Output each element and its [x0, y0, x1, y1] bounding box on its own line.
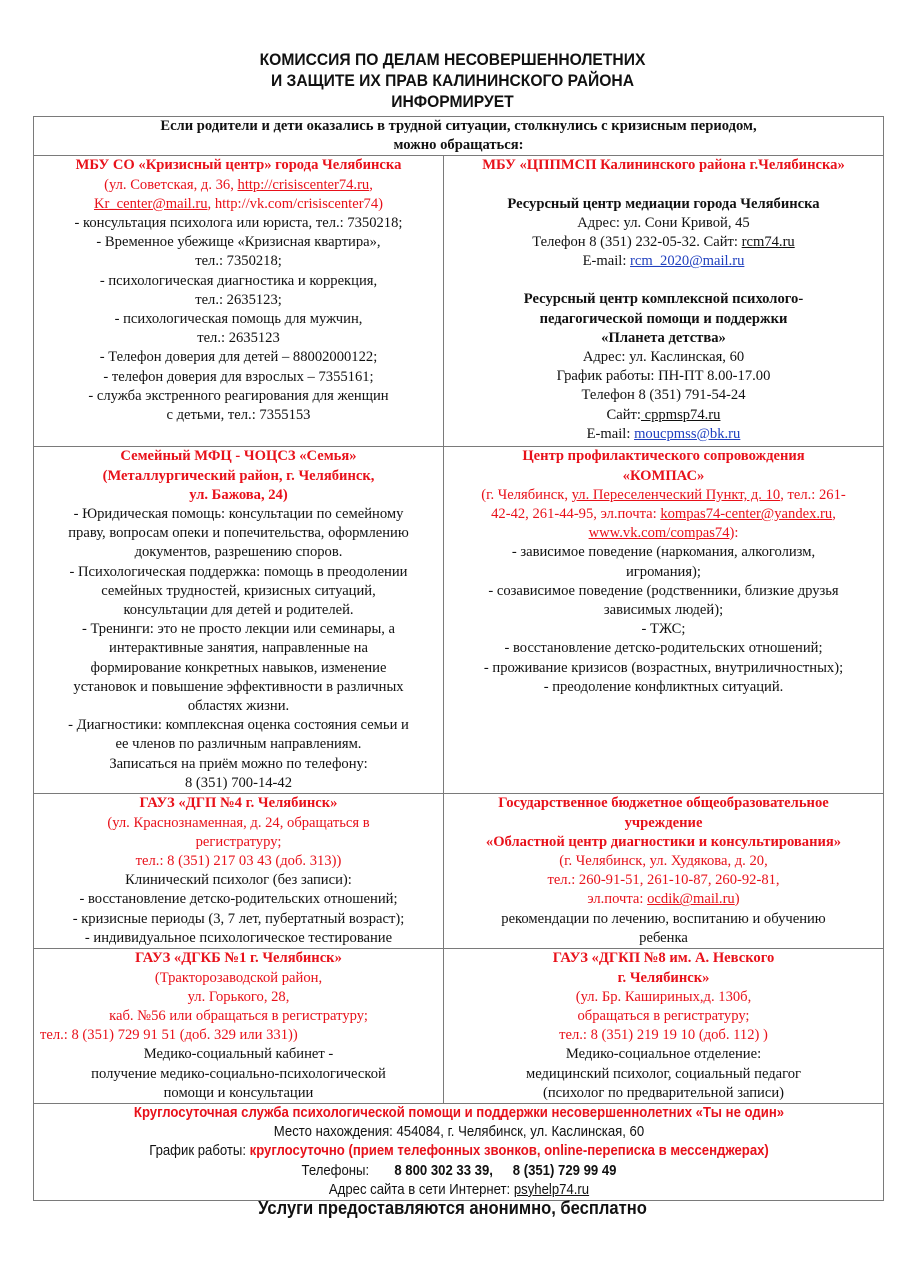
table-row — [34, 447, 884, 794]
subunit-title: Ресурсный центр медиации города Челябинска — [507, 195, 820, 212]
phones-line — [78, 1162, 839, 1181]
site-label: Сайт: — [606, 406, 641, 423]
service-line: - консультация психолога или юриста, тел.: 7350218; — [74, 215, 403, 232]
org-contacts — [446, 505, 881, 524]
service-line: Записаться на приём можно по телефону: — [109, 755, 368, 772]
contact-line: (ул. Краснознаменная, д. 24, обращаться в — [107, 814, 370, 831]
table-row — [34, 949, 884, 1104]
crisis-center-cell — [34, 156, 444, 447]
service-line: - психологическая помощь для мужчин, — [114, 311, 363, 328]
service-line: медицинский психолог, социальный педагог — [525, 1065, 802, 1082]
site-line — [446, 406, 881, 425]
table-row — [34, 794, 884, 949]
address-text: Адрес: ул. Сони Кривой, 45 — [577, 214, 750, 231]
service-line: консультации для детей и родителей. — [123, 602, 354, 619]
org-contacts — [36, 195, 441, 214]
address-link[interactable]: ул. Переселенческий Пункт, д. 10 — [571, 486, 781, 503]
dgkb1-cell — [34, 949, 444, 1104]
contact-line: тел.: 260-91-51, 261-10-87, 260-92-81, — [547, 872, 780, 889]
service-line: - Временное убежище «Кризисная квартира», — [96, 234, 381, 251]
service-line: помощи и консультации — [163, 1084, 314, 1101]
intro-cell — [34, 117, 884, 156]
separator: ): — [729, 525, 739, 542]
service-line: получение медико-социально-психологической — [91, 1065, 386, 1082]
service-line: - служба экстренного реагирования для женщин — [88, 387, 389, 404]
subunit-title: Ресурсный центр комплексной психолого- — [523, 291, 804, 308]
email-label: эл.почта: — [587, 891, 648, 908]
email-label: E-mail: — [582, 253, 631, 270]
contact-line: (г. Челябинск, ул. Худякова, д. 20, — [559, 853, 768, 870]
service-line: - Тренинги: это не просто лекции или семинары, а — [81, 621, 396, 638]
subunit-title: «Планета детства» — [601, 329, 726, 346]
service-line: семейных трудностей, кризисных ситуаций, — [101, 582, 376, 599]
service-line: - проживание кризисов (возрастных, внутриличностных); — [483, 659, 844, 676]
ocdik-cell — [444, 794, 884, 949]
org-contacts — [446, 524, 881, 543]
intro-row — [34, 117, 884, 156]
service-line: интерактивные занятия, направленные на — [109, 640, 368, 657]
intro-line: Если родители и дети оказались в трудной ситуации, столкнулись с кризисным периодом, — [160, 118, 757, 134]
service-line: тел.: 2635123; — [195, 291, 282, 308]
org-name: МБУ «ЦППМСП Калининского района г.Челябинска» — [482, 157, 845, 174]
title-line: КОМИССИЯ ПО ДЕЛАМ НЕСОВЕРШЕННОЛЕТНИХ — [259, 50, 646, 69]
bottom-note: Услуги предоставляются анонимно, бесплатно — [258, 1198, 647, 1218]
org-name: Круглосуточная служба психологической помощи и поддержки несовершеннолетних «Ты не один» — [133, 1105, 784, 1122]
org-name: Государственное бюджетное общеобразовательное — [498, 795, 829, 812]
service-line: Медико-социальный кабинет - — [143, 1046, 334, 1063]
org-name: Семейный МФЦ - ЧОЦСЗ «Семья» — [120, 448, 357, 465]
phone-text: Телефон 8 (351) 232-05-32. Сайт: — [532, 234, 742, 251]
service-line: 8 (351) 700-14-42 — [184, 774, 292, 791]
service-line: - Психологическая поддержка: помощь в преодолении — [69, 563, 408, 580]
service-line: игромания); — [626, 563, 701, 580]
contact-line: тел.: 8 (351) 729 91 51 (доб. 329 или 331)) — [40, 1027, 298, 1044]
service-line: - созависимое поведение (родственники, близкие друзья — [488, 582, 839, 599]
org-name: ГАУЗ «ДГП №4 г. Челябинск» — [139, 795, 338, 812]
service-line: рекомендации по лечению, воспитанию и обучению — [501, 910, 826, 927]
email-link[interactable]: Kr_center@mail.ru — [93, 195, 208, 212]
schedule-text: График работы: ПН-ПТ 8.00-17.00 — [556, 368, 771, 385]
email-link[interactable]: rcm_2020@mail.ru — [630, 253, 745, 270]
vk-link[interactable]: , http://vk.com/crisiscenter74) — [207, 195, 384, 212]
contact-line: тел.: 8 (351) 217 03 43 (доб. 313)) — [135, 853, 342, 870]
phone-value[interactable]: 8 800 302 33 39, — [393, 1162, 493, 1179]
contact-line — [446, 890, 881, 909]
email-link[interactable]: kompas74-center@yandex.ru — [660, 506, 833, 523]
org-contacts — [446, 486, 881, 505]
email-line — [446, 425, 881, 444]
service-line: праву, вопросам опеки и попечительства, оформлению — [68, 525, 409, 542]
email-label: E-mail: — [586, 425, 635, 442]
address-text: Адрес: ул. Каслинская, 60 — [582, 349, 745, 366]
services-table — [33, 116, 884, 1201]
org-name: ул. Бажова, 24) — [189, 486, 288, 503]
service-line: с детьми, тел.: 7355153 — [166, 407, 311, 424]
site-link[interactable]: rcm74.ru — [741, 234, 795, 251]
org-name: ГАУЗ «ДГКБ №1 г. Челябинск» — [135, 950, 342, 967]
service-line: - зависимое поведение (наркомания, алкоголизм, — [511, 544, 816, 561]
separator: , — [369, 176, 373, 193]
service-line: ее членов по различным направлениям. — [115, 736, 362, 753]
service-line: тел.: 2635123 — [197, 330, 280, 347]
address-text: (ул. Советская, д. 36, — [104, 176, 238, 193]
org-name: учреждение — [624, 814, 703, 831]
title-line: И ЗАЩИТЕ ИХ ПРАВ КАЛИНИНСКОГО РАЙОНА — [270, 71, 635, 90]
site-label: Адрес сайта в сети Интернет: — [328, 1181, 514, 1198]
hotline-row — [34, 1104, 884, 1201]
vk-link[interactable]: www.vk.com/compas74 — [588, 525, 730, 542]
contact-text: 42-42, 261-44-95, эл.почта: — [491, 506, 661, 523]
contact-text: , тел.: 261- — [780, 486, 846, 503]
service-line: Медико-социальное отделение: — [565, 1046, 762, 1063]
contact-line: обращаться в регистратуру; — [577, 1008, 750, 1025]
service-line: - Диагностики: комплексная оценка состояния семьи и — [68, 717, 409, 734]
service-line: установок и повышение эффективности в различных — [73, 678, 404, 695]
service-line: - восстановление детско-родительских отношений; — [504, 640, 823, 657]
service-line: - психологическая диагностика и коррекция, — [99, 272, 378, 289]
service-line: - телефон доверия для взрослых – 7355161; — [103, 368, 374, 385]
dgp4-cell — [34, 794, 444, 949]
contact-line: каб. №56 или обращаться в регистратуру; — [109, 1008, 368, 1025]
service-line: - ТЖС; — [641, 621, 686, 638]
location-text: Место нахождения: 454084, г. Челябинск, ул. Каслинская, 60 — [273, 1124, 644, 1141]
org-name: (Металлургический район, г. Челябинск, — [102, 467, 375, 484]
email-line — [446, 252, 881, 271]
contact-line: (ул. Бр. Кашириных,д. 130б, — [575, 988, 752, 1005]
separator: ) — [734, 891, 740, 908]
service-line: - восстановление детско-родительских отношений; — [79, 891, 398, 908]
title-line: ИНФОРМИРУЕТ — [391, 92, 514, 111]
service-line: - Телефон доверия для детей – 88002000122; — [99, 349, 378, 366]
site-link[interactable]: psyhelp74.ru — [513, 1181, 589, 1198]
cppmsp-cell — [444, 156, 884, 447]
org-name: ГАУЗ «ДГКП №8 им. А. Невского — [552, 950, 775, 967]
service-line: зависимых людей); — [603, 602, 724, 619]
site-link[interactable]: cppmsp74.ru — [641, 406, 721, 423]
site-link[interactable]: http://crisiscenter74.ru — [237, 176, 370, 193]
table-row — [34, 156, 884, 447]
separator: , — [832, 506, 836, 523]
contact-line: ул. Горького, 28, — [187, 988, 290, 1005]
semya-cell — [34, 447, 444, 794]
hotline-cell — [76, 1104, 841, 1201]
service-line: - преодоление конфликтных ситуаций. — [543, 678, 784, 695]
intro-line: можно обращаться: — [393, 137, 524, 154]
schedule-label: График работы: — [148, 1143, 250, 1160]
service-line: тел.: 7350218; — [195, 253, 282, 270]
contact-line: (Тракторозаводской район, — [154, 969, 323, 986]
org-name: Центр профилактического сопровождения — [522, 448, 805, 465]
org-name: г. Челябинск» — [617, 969, 710, 986]
schedule-line — [78, 1142, 839, 1161]
dgkp8-cell — [444, 949, 884, 1104]
service-line: - индивидуальное психологическое тестирование — [84, 929, 393, 946]
email-link[interactable]: moucpmss@bk.ru — [634, 425, 741, 442]
org-contacts — [36, 176, 441, 195]
service-line: формирование конкретных навыков, изменение — [90, 659, 387, 676]
org-name: МБУ СО «Кризисный центр» города Челябинска — [75, 157, 402, 174]
contact-line: тел.: 8 (351) 219 19 10 (доб. 112) ) — [559, 1027, 768, 1044]
phone-line — [446, 233, 881, 252]
service-line: документов, разрешению споров. — [134, 544, 343, 561]
email-link[interactable]: ocdik@mail.ru — [647, 891, 735, 908]
contact-text: (г. Челябинск, — [481, 486, 572, 503]
org-name: «Областной центр диагностики и консультирования» — [485, 833, 842, 850]
service-line: - кризисные периоды (3, 7 лет, пубертатный возраст); — [72, 910, 405, 927]
service-line: областях жизни. — [187, 698, 290, 715]
org-name: «КОМПАС» — [622, 467, 705, 484]
service-line: ребенка — [639, 929, 688, 946]
phones-label: Телефоны: — [301, 1162, 369, 1179]
contact-line: регистратуру; — [195, 833, 282, 850]
subunit-title: педагогической помощи и поддержки — [539, 310, 788, 327]
service-line: Клинический психолог (без записи): — [125, 872, 352, 889]
service-line: (психолог по предварительной записи) — [542, 1084, 785, 1101]
kompas-cell — [444, 447, 884, 794]
phone-text: Телефон 8 (351) 791-54-24 — [581, 387, 746, 404]
document-title — [36, 49, 869, 112]
phone-value[interactable]: 8 (351) 729 99 49 — [512, 1162, 616, 1179]
schedule-value: круглосуточно (прием телефонных звонков, online-переписка в мессенджерах) — [249, 1143, 769, 1160]
service-line: - Юридическая помощь: консультации по семейному — [73, 506, 404, 523]
